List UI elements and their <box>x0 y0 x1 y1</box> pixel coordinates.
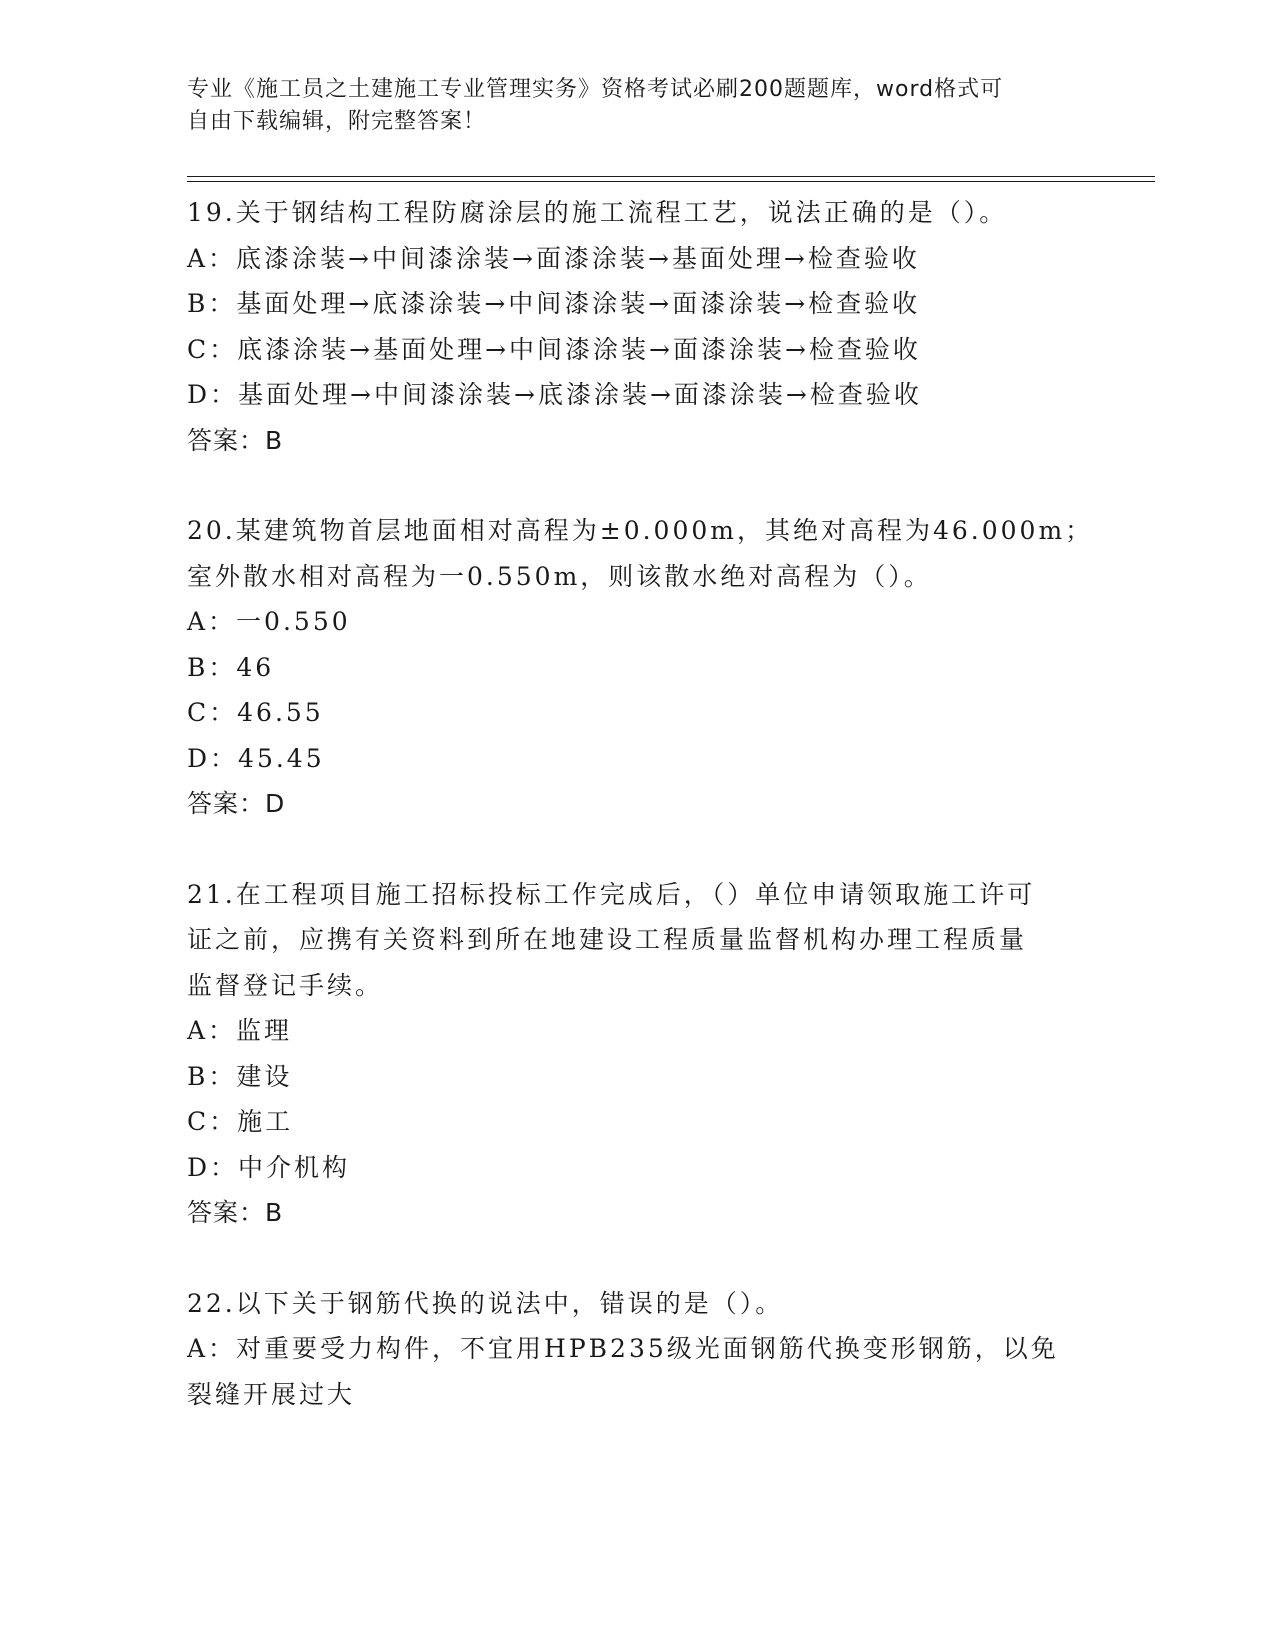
question-22 <box>187 1281 1087 1418</box>
header-rule-top <box>187 176 1155 177</box>
header-line-2: 自由下载编辑，附完整答案！ <box>187 109 487 134</box>
option-c: C：施工 <box>187 1107 294 1136</box>
option-b: B：基面处理→底漆涂装→中间漆涂装→面漆涂装→检查验收 <box>187 289 921 318</box>
question-stem <box>187 1281 1087 1327</box>
stem-line: 19.关于钢结构工程防腐涂层的施工流程工艺，说法正确的是（）。 <box>187 198 1008 227</box>
option-b: B：建设 <box>187 1061 293 1091</box>
header-line-1: 专业《施工员之土建施工专业管理实务》资格考试必刷200题题库，word格式可 <box>187 77 1004 102</box>
header-rule-bottom <box>187 181 1155 182</box>
option-a: A：一0.550 <box>187 607 351 636</box>
option-d: D：基面处理→中间漆涂装→底漆涂装→面漆涂装→检查验收 <box>187 380 922 409</box>
option-c: C：底漆涂装→基面处理→中间漆涂装→面漆涂装→检查验收 <box>187 334 921 364</box>
question-list <box>187 190 1094 1462</box>
stem-line: 证之前，应携有关资料到所在地建设工程质量监督机构办理工程质量 <box>187 925 1028 954</box>
stem-line: 21.在工程项目施工招标投标工作完成后，（）单位申请领取施工许可 <box>187 879 1036 909</box>
answer-label: 答案：B <box>187 1198 284 1227</box>
option-a: A：对重要受力构件，不宜用HPB235级光面钢筋代换变形钢筋，以免 <box>187 1334 1059 1363</box>
answer-label: 答案：B <box>187 425 284 455</box>
option-a: A：监理 <box>187 1016 293 1045</box>
option-b: B：46 <box>187 652 275 682</box>
stem-line: 22.以下关于钢筋代换的说法中，错误的是（）。 <box>187 1288 784 1318</box>
question-19 <box>187 190 1087 463</box>
option-d: D：45.45 <box>187 743 325 773</box>
stem-line: 监督登记手续。 <box>187 970 384 1000</box>
option-a: A：底漆涂装→中间漆涂装→面漆涂装→基面处理→检查验收 <box>187 243 920 273</box>
document-header <box>187 74 1087 138</box>
stem-line: 室外散水相对高程为一0.550m，则该散水绝对高程为（）。 <box>187 561 932 591</box>
question-stem <box>187 872 1087 1009</box>
option-d: D：中介机构 <box>187 1152 351 1182</box>
question-20 <box>187 508 1094 827</box>
option-a-continued: 裂缝开展过大 <box>187 1379 356 1409</box>
stem-line: 20.某建筑物首层地面相对高程为±0.000m，其绝对高程为46.000m； <box>187 516 1094 545</box>
option-c: C：46.55 <box>187 698 324 727</box>
answer-label: 答案：D <box>187 789 286 818</box>
question-stem <box>187 190 1087 236</box>
question-stem <box>187 508 1094 599</box>
question-21 <box>187 872 1087 1236</box>
